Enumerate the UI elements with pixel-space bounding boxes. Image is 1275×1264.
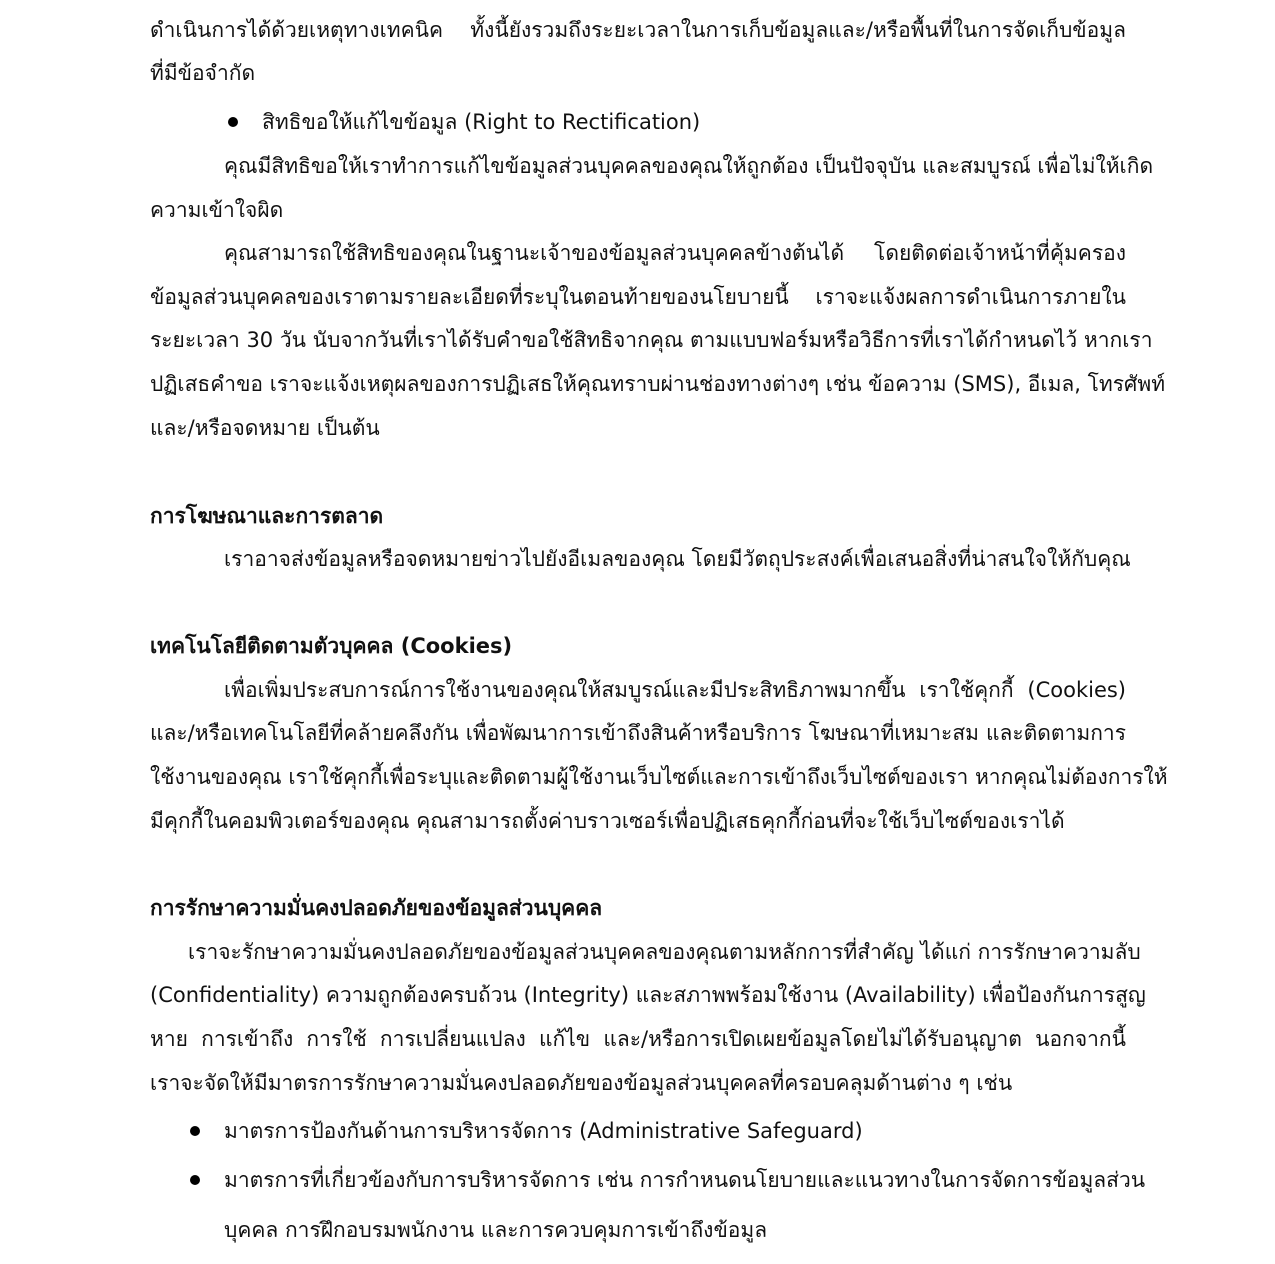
body-text-line: ดำเนินการได้ด้วยเหตุทางเทคนิค ทั้งนี้ยังรวมถึงระยะเวลาในการเก็บข้อมูลและ/หรือพื้นที่ในการจัดเก็บข้อมูล — [150, 18, 1126, 42]
body-text-line: (Confidentiality) ความถูกต้องครบถ้วน (Integrity) และสภาพพร้อมใช้งาน (Availability) เพื่อป้องกันการสูญ — [150, 983, 1146, 1007]
body-text-line: เราอาจส่งข้อมูลหรือจดหมายข่าวไปยังอีเมลของคุณ โดยมีวัตถุประสงค์เพื่อเสนอสิ่งที่น่าสนใจให้กับคุณ — [224, 547, 1131, 571]
body-text-line: หาย การเข้าถึง การใช้ การเปลี่ยนแปลง แก้ไข และ/หรือการเปิดเผยข้อมูลโดยไม่ได้รับอนุญาต นอกจากนี้ — [150, 1027, 1126, 1051]
body-text-line: ระยะเวลา 30 วัน นับจากวันที่เราได้รับคำขอใช้สิทธิจากคุณ ตามแบบฟอร์มหรือวิธีการที่เราได้กำหนดไว้ หากเรา — [150, 328, 1153, 352]
body-text-line: และ/หรือจดหมาย เป็นต้น — [150, 416, 380, 440]
body-text-line: เพื่อเพิ่มประสบการณ์การใช้งานของคุณให้สมบูรณ์และมีประสิทธิภาพมากขึ้น เราใช้คุกกี้ (Cookies) — [224, 678, 1126, 702]
body-text-line: เราจะรักษาความมั่นคงปลอดภัยของข้อมูลส่วนบุคคลของคุณตามหลักการที่สำคัญ ได้แก่ การรักษาความลับ — [188, 940, 1141, 964]
bullet-item-label: สิทธิขอให้แก้ไขข้อมูล (Right to Rectification) — [262, 110, 701, 134]
bullet-icon — [228, 117, 238, 127]
body-text-line: และ/หรือเทคโนโลยีที่คล้ายคลึงกัน เพื่อพัฒนาการเข้าถึงสินค้าหรือบริการ โฆษณาที่เหมาะสม และติดตามการ — [150, 721, 1126, 745]
body-text-line: ข้อมูลส่วนบุคคลของเราตามรายละเอียดที่ระบุในตอนท้ายของนโยบายนี้ เราจะแจ้งผลการดำเนินการภายใน — [150, 285, 1126, 309]
body-text-line: ปฏิเสธคำขอ เราจะแจ้งเหตุผลของการปฏิเสธให้คุณทราบผ่านช่องทางต่างๆ เช่น ข้อความ (SMS), อีเมล, โทรศัพท์ — [150, 372, 1166, 396]
section-heading-cookies: เทคโนโลยีติดตามตัวบุคคล (Cookies) — [150, 634, 513, 658]
bullet-item-continuation: บุคคล การฝึกอบรมพนักงาน และการควบคุมการเข้าถึงข้อมูล — [224, 1218, 768, 1242]
body-text-line: ที่มีข้อจำกัด — [150, 61, 256, 85]
body-text-line: ใช้งานของคุณ เราใช้คุกกี้เพื่อระบุและติดตามผู้ใช้งานเว็บไซต์และการเข้าถึงเว็บไซต์ของเรา หากคุณไม่ต้องการให้ — [150, 765, 1168, 789]
bullet-icon — [190, 1126, 200, 1136]
section-heading-advertising: การโฆษณาและการตลาด — [150, 504, 384, 528]
bullet-item-label: มาตรการที่เกี่ยวข้องกับการบริหารจัดการ เช่น การกำหนดนโยบายและแนวทางในการจัดการข้อมูลส่วน — [224, 1168, 1146, 1192]
body-text-line: มีคุกกี้ในคอมพิวเตอร์ของคุณ คุณสามารถตั้งค่าบราวเซอร์เพื่อปฏิเสธคุกกี้ก่อนที่จะใช้เว็บไซต์ของเราได้ — [150, 809, 1065, 833]
body-text-line: เราจะจัดให้มีมาตรการรักษาความมั่นคงปลอดภัยของข้อมูลส่วนบุคคลที่ครอบคลุมด้านต่าง ๆ เช่น — [150, 1071, 1013, 1095]
body-text-line: ความเข้าใจผิด — [150, 198, 284, 222]
section-heading-security: การรักษาความมั่นคงปลอดภัยของข้อมูลส่วนบุคคล — [150, 896, 603, 920]
body-text-line: คุณมีสิทธิขอให้เราทำการแก้ไขข้อมูลส่วนบุคคลของคุณให้ถูกต้อง เป็นปัจจุบัน และสมบูรณ์ เพื่อไม่ให้เกิด — [224, 154, 1154, 178]
bullet-item-label: มาตรการป้องกันด้านการบริหารจัดการ (Administrative Safeguard) — [224, 1119, 863, 1143]
bullet-icon — [190, 1175, 200, 1185]
body-text-line: คุณสามารถใช้สิทธิของคุณในฐานะเจ้าของข้อมูลส่วนบุคคลข้างต้นได้ โดยติดต่อเจ้าหน้าที่คุ้มครอง — [224, 241, 1126, 265]
